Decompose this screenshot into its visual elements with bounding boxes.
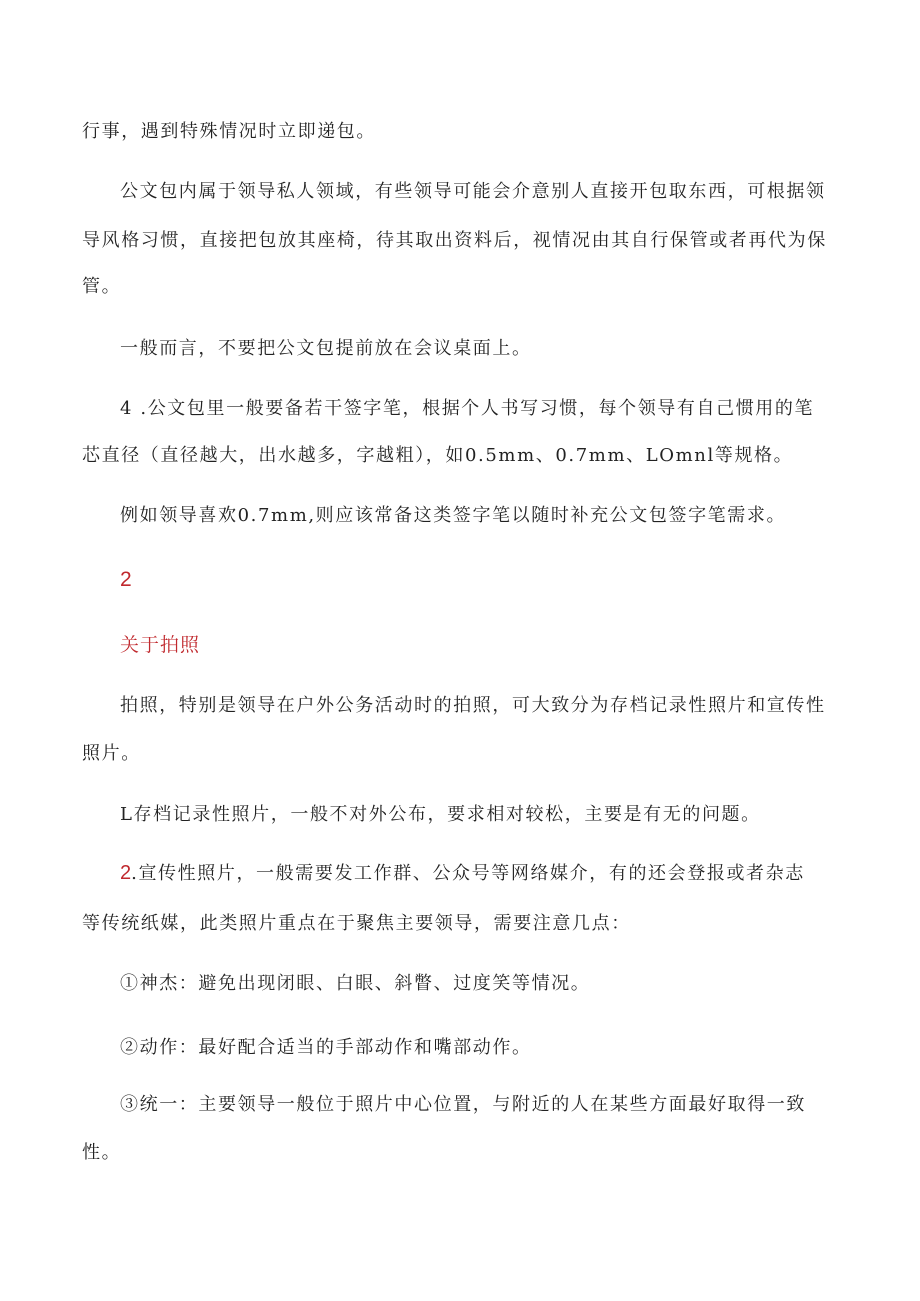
point-line: ③统一：主要领导一般位于照片中心位置，与附近的人在某些方面最好取得一致 <box>120 1094 806 1115</box>
paragraph-line: 行事，遇到特殊情况时立即递包。 <box>82 121 376 142</box>
section-title: 关于拍照 <box>120 634 201 656</box>
list-item-number: 2 <box>120 862 132 884</box>
paragraph-line: L存档记录性照片，一般不对外公布，要求相对较松，主要是有无的问题。 <box>120 804 761 825</box>
paragraph-line: 导风格习惯，直接把包放其座椅，待其取出资料后，视情况由其自行保管或者再代为保 <box>82 230 827 251</box>
section-number: 2 <box>120 568 132 591</box>
list-item-line <box>120 861 880 886</box>
paragraph-line: 一般而言，不要把公文包提前放在会议桌面上。 <box>120 338 532 359</box>
paragraph-line: 例如领导喜欢0.7mm,则应该常备这类签字笔以随时补充公文包签字笔需求。 <box>120 505 787 526</box>
paragraph-line: 4 .公文包里一般要备若干签字笔，根据个人书写习惯，每个领导有自己惯用的笔 <box>120 398 815 419</box>
list-item-text: .宣传性照片，一般需要发工作群、公众号等网络媒介，有的还会登报或者杂志 <box>131 863 805 884</box>
paragraph-line: 管。 <box>82 276 122 297</box>
point-line: ②动作：最好配合适当的手部动作和嘴部动作。 <box>120 1037 532 1058</box>
paragraph-line: 拍照，特别是领导在户外公务活动时的拍照，可大致分为存档记录性照片和宣传性 <box>120 695 826 716</box>
paragraph-line: 照片。 <box>82 743 141 764</box>
paragraph-line: 等传统纸媒，此类照片重点在于聚焦主要领导，需要注意几点： <box>82 913 631 934</box>
paragraph-line: 公文包内属于领导私人领域，有些领导可能会介意别人直接开包取东西，可根据领 <box>120 181 826 202</box>
paragraph-line: 性。 <box>82 1142 122 1163</box>
paragraph-line: 芯直径（直径越大，出水越多，字越粗），如0.5mm、0.7mm、LOmnl等规格。 <box>82 445 794 466</box>
point-line: ①神杰：避免出现闭眼、白眼、斜瞥、过度笑等情况。 <box>120 973 591 994</box>
